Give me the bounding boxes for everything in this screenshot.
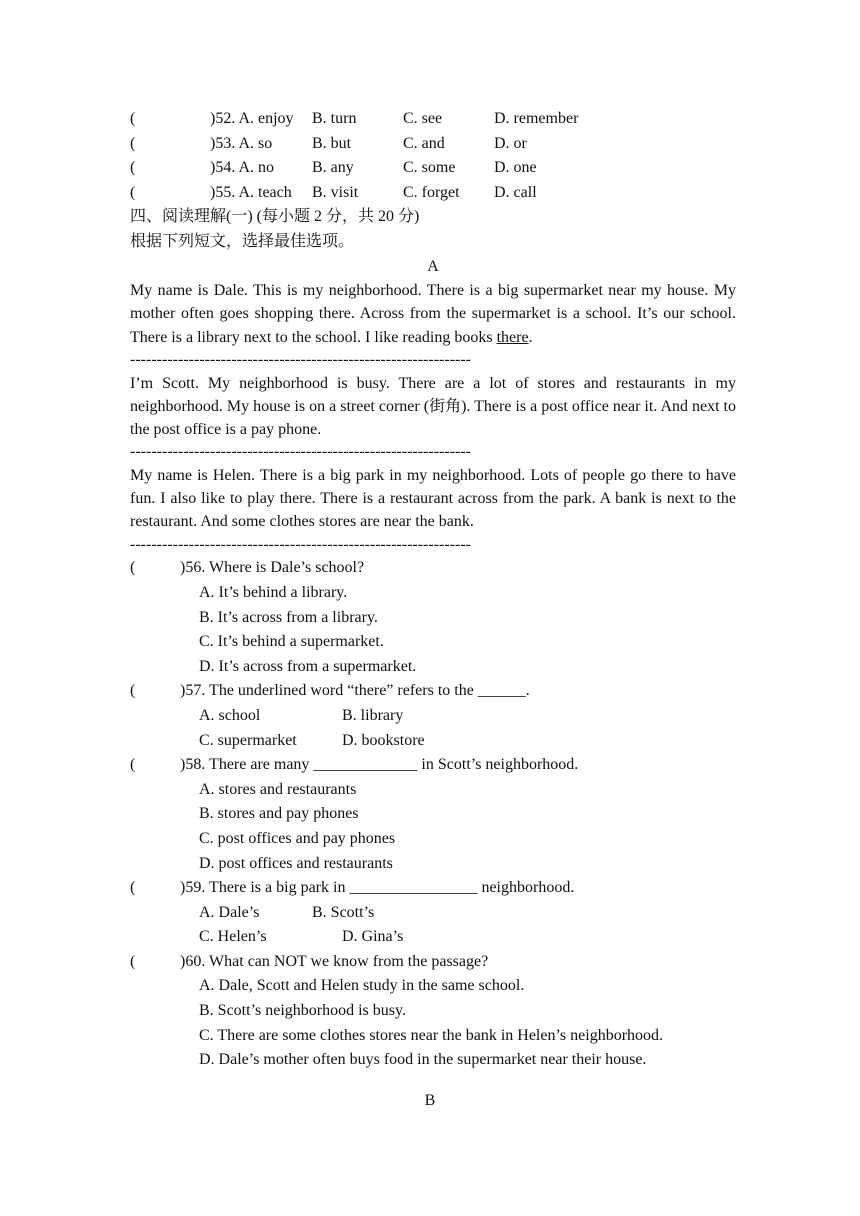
answer-paren: ( [130, 134, 136, 152]
options-row [130, 901, 736, 926]
underlined-word: there [496, 328, 529, 346]
mc-question-55 [130, 181, 736, 206]
section-instruction: 根据下列短文，选择最佳选项。 [130, 232, 355, 250]
mc-question-54 [130, 156, 736, 181]
answer-paren: ( [130, 952, 136, 970]
option-b: B. visit [312, 183, 359, 201]
option-b: B. stores and pay phones [199, 805, 359, 823]
option-c: C. post offices and pay phones [199, 829, 396, 847]
option-d: D. It’s across from a supermarket. [199, 657, 417, 675]
question-number-option-a: )53. A. so [210, 134, 273, 152]
options-row [130, 729, 736, 754]
mc-question-53 [130, 132, 736, 157]
paragraph-end: . [528, 328, 533, 346]
option-a: A. stores and restaurants [199, 780, 357, 798]
question-stem: )58. There are many _____________ in Scott’s neighborhood. [180, 756, 579, 774]
option-b: B. Scott’s [312, 903, 375, 921]
option-b: B. any [312, 159, 354, 177]
question-stem: )56. Where is Dale’s school? [180, 559, 365, 577]
answer-paren: ( [130, 183, 136, 201]
option-d: D. post offices and restaurants [199, 854, 393, 872]
answer-paren: ( [130, 879, 136, 897]
option-c: C. some [403, 159, 456, 177]
paragraph-text: My name is Dale. This is my neighborhood. There is a big supermarket near my house. My mother often goes shopping there. Across from the supermarket is a school. It’s our school. There is a library next to the school. I like reading books [130, 282, 736, 346]
option-d: D. Dale’s mother often buys food in the supermarket near their house. [199, 1051, 647, 1069]
question-56 [130, 556, 736, 581]
question-number-option-a: )55. A. teach [210, 183, 292, 201]
options-row [130, 704, 736, 729]
option-a: A. school [199, 706, 261, 724]
option-d: D. Gina’s [342, 928, 404, 946]
question-58 [130, 753, 736, 778]
option-c: C. It’s behind a supermarket. [199, 633, 384, 651]
option-a: A. Dale’s [199, 903, 260, 921]
divider-line: ---------------------------------------------------------------- [130, 535, 471, 553]
answer-paren: ( [130, 159, 136, 177]
option-b: B. turn [312, 110, 357, 127]
passage-b-label: B [424, 1092, 436, 1109]
option-d: D. or [494, 134, 527, 152]
option-b: B. but [312, 134, 352, 152]
answer-paren: ( [130, 756, 136, 774]
option-b: B. Scott’s neighborhood is busy. [199, 1002, 406, 1020]
question-stem: )59. There is a big park in ________________ neighborhood. [180, 879, 575, 897]
divider-line: ---------------------------------------------------------------- [130, 350, 471, 368]
option-d: D. bookstore [342, 731, 425, 749]
option-c: C. supermarket [199, 731, 297, 749]
option-c: C. and [403, 134, 445, 152]
option-a: A. It’s behind a library. [199, 583, 348, 601]
mc-question-52 [130, 107, 736, 132]
option-a: A. Dale, Scott and Helen study in the same school. [199, 977, 525, 995]
answer-paren: ( [130, 559, 136, 577]
passage-a-paragraph-dale [130, 279, 736, 349]
question-stem: )57. The underlined word “there” refers to the ______. [180, 682, 530, 700]
option-b: B. library [342, 706, 404, 724]
question-number-option-a: )52. A. enjoy [210, 110, 294, 127]
question-59 [130, 876, 736, 901]
option-d: D. call [494, 183, 537, 201]
option-d: D. one [494, 159, 537, 177]
question-60 [130, 950, 736, 975]
answer-paren: ( [130, 682, 136, 700]
passage-a-paragraph-helen: My name is Helen. There is a big park in my neighborhood. Lots of people go there to have fun. I also like to play there. There is a restaurant across from the park. A bank is next to the restaurant. And some clothes stores are near the bank. [130, 466, 736, 531]
question-stem: )60. What can NOT we know from the passage? [180, 952, 489, 970]
answer-paren: ( [130, 110, 136, 127]
question-number-option-a: )54. A. no [210, 159, 274, 177]
option-c: C. see [403, 110, 443, 127]
exam-page [130, 107, 736, 1073]
option-c: C. There are some clothes stores near the bank in Helen’s neighborhood. [199, 1026, 664, 1044]
divider-line: ---------------------------------------------------------------- [130, 443, 471, 461]
question-57 [130, 679, 736, 704]
section-heading: 四、阅读理解(一) (每小题 2 分，共 20 分) [130, 208, 420, 226]
options-row [130, 925, 736, 950]
option-c: C. Helen’s [199, 928, 267, 946]
passage-a-paragraph-scott: I’m Scott. My neighborhood is busy. There are a lot of stores and restaurants in my neighborhood. My house is on a street corner (街角). There is a post office near it. And next to the post office is a pay phone. [130, 374, 736, 438]
passage-a-label: A [427, 257, 439, 275]
option-d: D. remember [494, 110, 579, 127]
option-b: B. It’s across from a library. [199, 608, 378, 626]
option-c: C. forget [403, 183, 460, 201]
